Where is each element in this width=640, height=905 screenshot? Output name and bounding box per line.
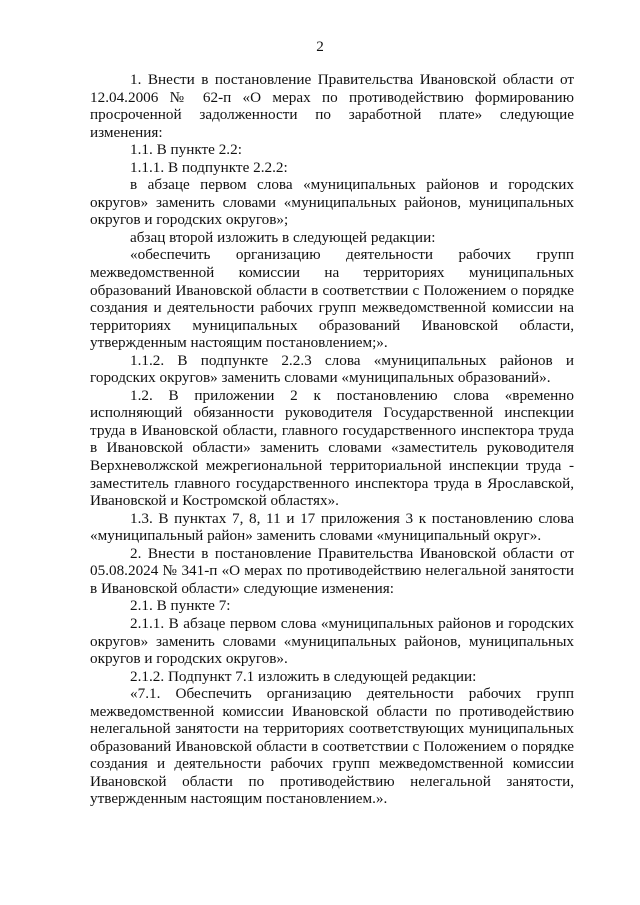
paragraph-1-1-1: 1.1.1. В подпункте 2.2.2:	[130, 158, 288, 176]
paragraph-abzac-pervyi: в абзаце первом слова «муниципальных районов и городских округов» заменить словами «муниципальных районов, муниципальных округов и городских округов»;	[90, 176, 574, 229]
page-number: 2	[316, 38, 324, 55]
paragraph-quote-1: «обеспечить организацию деятельности рабочих групп межведомственной комиссии на территориях муниципальных образований Ивановской области в соответствии с Положением о порядке создания и деятельности рабочих групп межведомственной комиссии на территориях муниципальных образований Ивановской области, утвержденным настоящим постановлением;».	[90, 246, 574, 352]
paragraph-2-1-2: 2.1.2. Подпункт 7.1 изложить в следующей редакции:	[130, 667, 477, 685]
document-body	[90, 71, 574, 808]
paragraph-1-1-2: 1.1.2. В подпункте 2.2.3 слова «муниципальных районов и городских округов» заменить словами «муниципальных образований».	[90, 351, 574, 387]
paragraph-1-3: 1.3. В пунктах 7, 8, 11 и 17 приложения 3 к постановлению слова «муниципальный район» заменить словами «муниципальный округ».	[90, 509, 574, 545]
paragraph-1-1: 1.1. В пункте 2.2:	[130, 141, 242, 159]
paragraph-2: 2. Внести в постановление Правительства Ивановской области от 05.08.2024 № 341-п «О мерах по противодействию нелегальной занятости в Ивановской области» следующие изменения:	[90, 544, 574, 597]
paragraph-2-1-1: 2.1.1. В абзаце первом слова «муниципальных районов и городских округов» заменить словами «муниципальных районов, муниципальных округов и городских округов».	[90, 614, 574, 668]
paragraph-2-1: 2.1. В пункте 7:	[130, 597, 231, 615]
paragraph-1: 1. Внести в постановление Правительства Ивановской области от 12.04.2006 № 62-п «О мерах по противодействию формированию просроченной задолженности по заработной плате» следующие изменения:	[90, 71, 574, 141]
paragraph-quote-7-1: «7.1. Обеспечить организацию деятельности рабочих групп межведомственной комиссии Ивановской области по противодействию нелегальной занятости на территориях соответствующих муниципальных образований Ивановской области в соответствии с Положением о порядке создания и деятельности рабочих групп межведомственной комиссии Ивановской области по противодействию нелегальной занятости, утвержденным настоящим постановлением.».	[90, 685, 574, 808]
paragraph-abzac-vtoroi: абзац второй изложить в следующей редакции:	[130, 228, 436, 246]
paragraph-1-2: 1.2. В приложении 2 к постановлению слова «временно исполняющий обязанности руководителя Государственной инспекции труда в Ивановской области, главного государственного инспектора труда в Ивановской области» заменить словами «заместитель руководителя Верхневолжской межрегиональной территориальной инспекции труда - заместитель главного государственного инспектора труда в Ярославской, Ивановской и Костромской областях».	[90, 386, 574, 510]
